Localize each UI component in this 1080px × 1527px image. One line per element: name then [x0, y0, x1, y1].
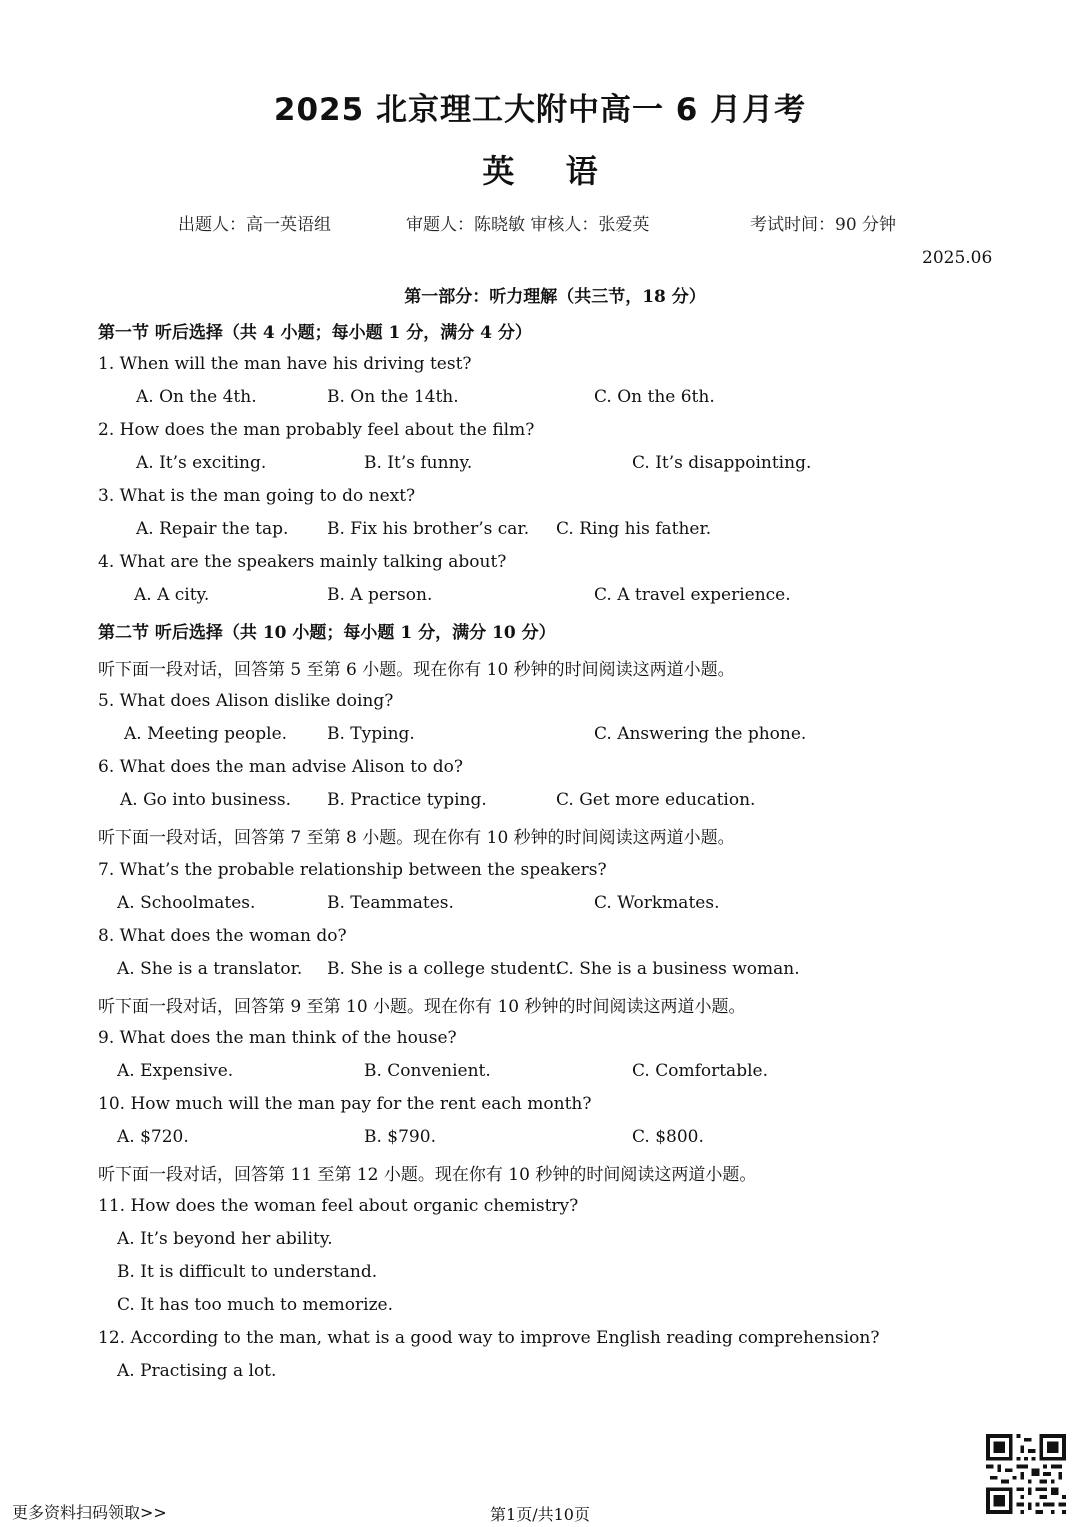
q7-option-c: C. Workmates. — [594, 893, 720, 913]
q6-option-c: C. Get more education. — [556, 790, 756, 810]
part-heading: 第一部分：听力理解（共三节，18 分） — [404, 287, 706, 307]
instruction-9-10: 听下面一段对话，回答第 9 至第 10 小题。现在你有 10 秒钟的时间阅读这两道小题。 — [98, 997, 746, 1017]
question-6: 6. What does the man advise Alison to do? — [98, 757, 463, 777]
q2-option-a: A. It’s exciting. — [136, 453, 267, 473]
question-10: 10. How much will the man pay for the rent each month? — [98, 1094, 592, 1114]
q5-option-c: C. Answering the phone. — [594, 724, 807, 744]
question-11: 11. How does the woman feel about organic chemistry? — [98, 1196, 579, 1216]
question-1: 1. When will the man have his driving test? — [98, 354, 472, 374]
q7-option-b: B. Teammates. — [327, 893, 454, 913]
q9-option-b: B. Convenient. — [364, 1061, 491, 1081]
question-3: 3. What is the man going to do next? — [98, 486, 416, 506]
instruction-7-8: 听下面一段对话，回答第 7 至第 8 小题。现在你有 10 秒钟的时间阅读这两道小题。 — [98, 828, 735, 848]
question-8: 8. What does the woman do? — [98, 926, 347, 946]
section-heading-1: 第一节 听后选择（共 4 小题；每小题 1 分，满分 4 分） — [98, 323, 532, 343]
q3-option-b: B. Fix his brother’s car. — [327, 519, 530, 539]
question-12: 12. According to the man, what is a good way to improve English reading comprehension? — [98, 1328, 880, 1348]
q1-option-b: B. On the 14th. — [327, 387, 459, 407]
q1-option-a: A. On the 4th. — [136, 387, 257, 407]
q10-option-b: B. $790. — [364, 1127, 436, 1147]
q7-option-a: A. Schoolmates. — [117, 893, 256, 913]
q2-option-c: C. It’s disappointing. — [632, 453, 812, 473]
instruction-5-6: 听下面一段对话，回答第 5 至第 6 小题。现在你有 10 秒钟的时间阅读这两道小题。 — [98, 660, 735, 680]
q3-option-a: A. Repair the tap. — [136, 519, 289, 539]
q2-option-b: B. It’s funny. — [364, 453, 473, 473]
q1-option-c: C. On the 6th. — [594, 387, 715, 407]
q8-option-c: C. She is a business woman. — [556, 959, 800, 979]
question-2: 2. How does the man probably feel about the film? — [98, 420, 535, 440]
q8-option-b: B. She is a college student. — [327, 959, 562, 979]
instruction-11-12: 听下面一段对话，回答第 11 至第 12 小题。现在你有 10 秒钟的时间阅读这两道小题。 — [98, 1165, 757, 1185]
q4-option-c: C. A travel experience. — [594, 585, 791, 605]
q11-option-c: C. It has too much to memorize. — [117, 1295, 394, 1315]
q3-option-c: C. Ring his father. — [556, 519, 712, 539]
q11-option-a: A. It’s beyond her ability. — [117, 1229, 333, 1249]
exam-time: 考试时间：90 分钟 — [750, 215, 897, 235]
question-9: 9. What does the man think of the house? — [98, 1028, 457, 1048]
question-5: 5. What does Alison dislike doing? — [98, 691, 394, 711]
q5-option-a: A. Meeting people. — [124, 724, 288, 744]
q6-option-a: A. Go into business. — [120, 790, 292, 810]
q11-option-b: B. It is difficult to understand. — [117, 1262, 378, 1282]
q10-option-a: A. $720. — [117, 1127, 189, 1147]
subject-title: 英 语 — [482, 152, 598, 190]
q8-option-a: A. She is a translator. — [117, 959, 303, 979]
setter-info: 出题人：高一英语组 — [178, 215, 331, 235]
q12-option-a: A. Practising a lot. — [117, 1361, 277, 1381]
page-title: 2025 北京理工大附中高一 6 月月考 — [273, 92, 807, 128]
question-7: 7. What’s the probable relationship between the speakers? — [98, 860, 607, 880]
section-heading-2: 第二节 听后选择（共 10 小题；每小题 1 分，满分 10 分） — [98, 623, 556, 643]
q9-option-a: A. Expensive. — [117, 1061, 234, 1081]
q5-option-b: B. Typing. — [327, 724, 415, 744]
exam-date: 2025.06 — [922, 248, 993, 268]
q9-option-c: C. Comfortable. — [632, 1061, 768, 1081]
reviewer-info: 审题人：陈晓敏 审核人：张爱英 — [406, 215, 650, 235]
footer-promo-link[interactable]: 更多资料扫码领取>> — [12, 1503, 167, 1522]
page-number: 第1页/共10页 — [490, 1505, 590, 1524]
q6-option-b: B. Practice typing. — [327, 790, 487, 810]
question-4: 4. What are the speakers mainly talking about? — [98, 552, 507, 572]
q4-option-b: B. A person. — [327, 585, 433, 605]
q10-option-c: C. $800. — [632, 1127, 704, 1147]
q4-option-a: A. A city. — [134, 585, 210, 605]
